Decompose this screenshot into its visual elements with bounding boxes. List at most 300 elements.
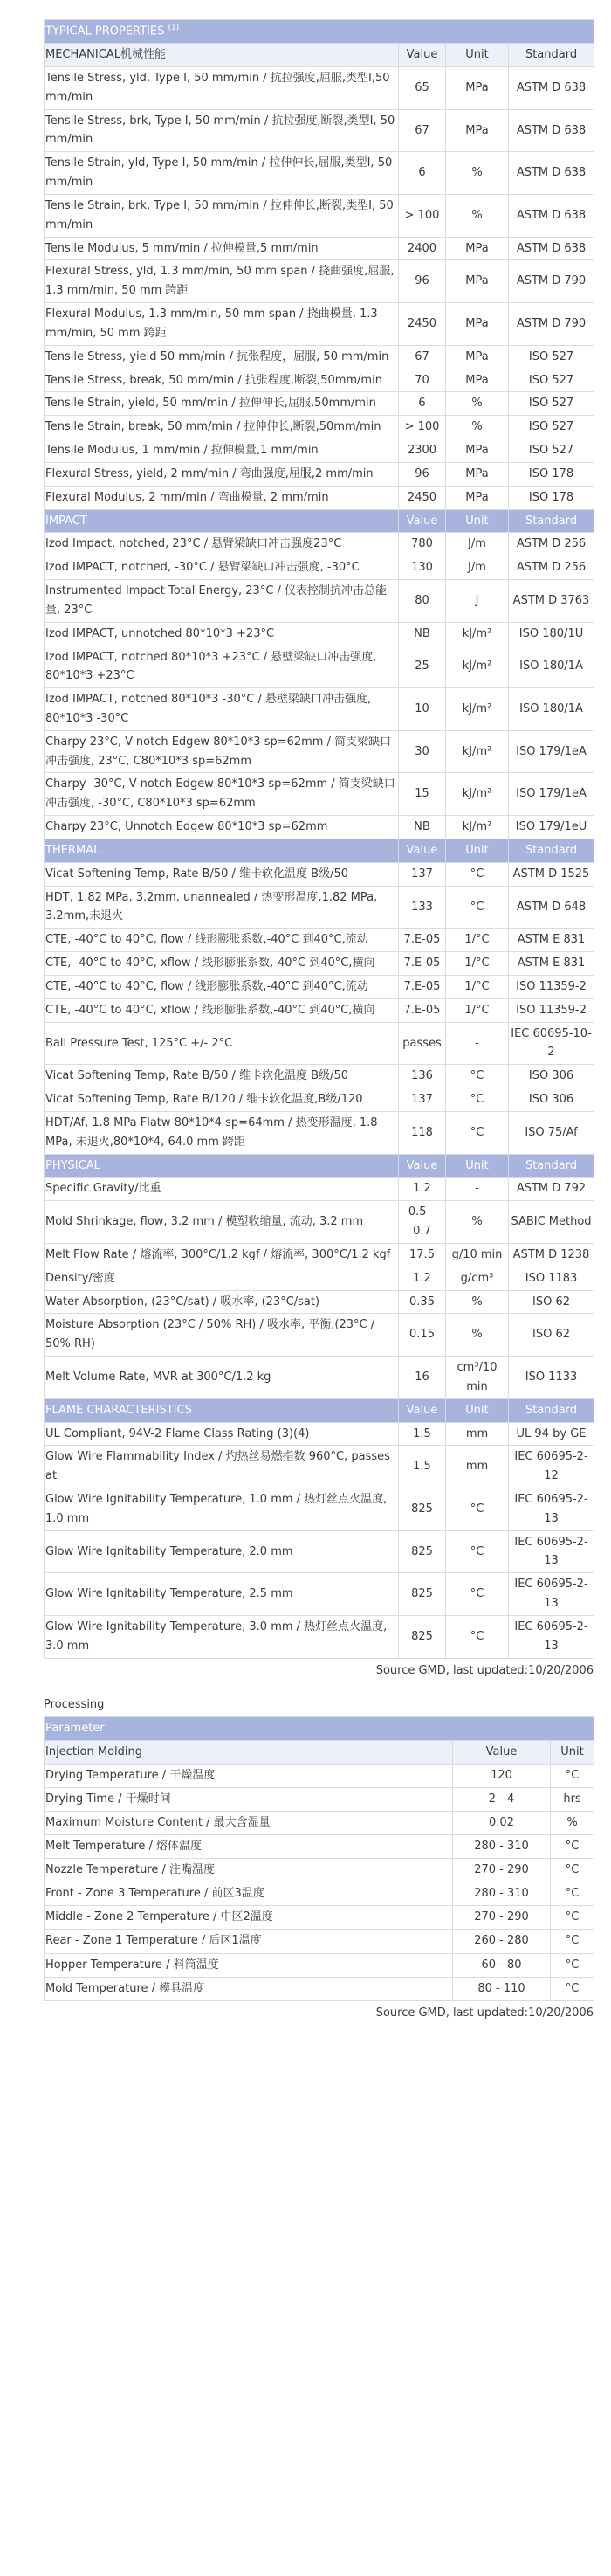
property-unit: MPa [446, 345, 509, 369]
property-unit: °C [446, 1111, 509, 1154]
property-name: Tensile Strain, yield, 50 mm/min / 拉伸伸长,屈服,50mm/min [45, 392, 399, 416]
property-row [45, 1615, 594, 1658]
property-standard: IEC 60695-10-2 [509, 1022, 594, 1065]
property-name: Izod IMPACT, notched 80*10*3 +23°C / 悬壁梁缺口冲击强度, 80*10*3 +23°C [45, 646, 399, 688]
property-row [45, 1488, 594, 1530]
property-unit: % [446, 152, 509, 195]
processing-name: Nozzle Temperature / 注嘴温度 [45, 1859, 453, 1882]
processing-value: 270 - 290 [453, 1859, 551, 1882]
value-header: Value [399, 839, 446, 862]
section-header [45, 44, 594, 67]
property-value: 7.E-05 [399, 998, 446, 1022]
property-unit: MPa [446, 237, 509, 260]
processing-name: Melt Temperature / 熔体温度 [45, 1835, 453, 1859]
property-standard: ISO 179/1eA [509, 773, 594, 816]
property-unit: 1/°C [446, 975, 509, 998]
property-value: > 100 [399, 194, 446, 237]
property-standard: ISO 180/1U [509, 622, 594, 646]
property-name: Moisture Absorption (23°C / 50% RH) / 吸水率, 平衡,(23°C / 50% RH) [45, 1314, 399, 1357]
unit-header: Unit [446, 44, 509, 67]
processing-unit: °C [551, 1977, 594, 2000]
section-title: THERMAL [45, 839, 399, 862]
processing-row [45, 1930, 594, 1953]
property-name: Specific Gravity/比重 [45, 1178, 399, 1201]
property-unit: - [446, 1022, 509, 1065]
property-unit: MPa [446, 439, 509, 463]
unit-header: Unit [446, 1398, 509, 1422]
property-standard: IEC 60695-2-13 [509, 1615, 594, 1658]
property-standard: ASTM D 790 [509, 260, 594, 303]
property-name: Water Absorption, (23°C/sat) / 吸水率, (23°C/sat) [45, 1290, 399, 1314]
property-standard: ASTM D 638 [509, 194, 594, 237]
property-value: 10 [399, 688, 446, 731]
unit-header: Unit [446, 1154, 509, 1178]
property-unit: 1/°C [446, 998, 509, 1022]
property-name: CTE, -40°C to 40°C, flow / 线形膨胀系数,-40°C 到40°C,流动 [45, 975, 399, 998]
property-name: Tensile Modulus, 5 mm/min / 拉伸模量,5 mm/min [45, 237, 399, 260]
property-unit: % [446, 1290, 509, 1314]
property-row [45, 237, 594, 260]
proc-value-header: Value [453, 1740, 551, 1764]
processing-name: Front - Zone 3 Temperature / 前区3温度 [45, 1882, 453, 1906]
property-standard: ISO 306 [509, 1065, 594, 1088]
property-value: 130 [399, 556, 446, 580]
property-value: 70 [399, 369, 446, 392]
parameter-header [45, 1716, 594, 1740]
typical-properties-title [45, 20, 594, 44]
property-value: 25 [399, 646, 446, 688]
property-unit: J/m [446, 533, 509, 556]
property-standard: IEC 60695-2-13 [509, 1573, 594, 1616]
processing-unit: °C [551, 1930, 594, 1953]
typical-title-text: TYPICAL PROPERTIES [45, 24, 165, 38]
property-standard: ISO 527 [509, 416, 594, 439]
property-standard: ISO 180/1A [509, 688, 594, 731]
property-row [45, 1422, 594, 1446]
property-unit: MPa [446, 109, 509, 152]
property-row [45, 345, 594, 369]
property-unit: % [446, 416, 509, 439]
property-unit: MPa [446, 66, 509, 109]
property-unit: kJ/m² [446, 730, 509, 773]
property-standard: ISO 179/1eU [509, 816, 594, 839]
processing-unit: °C [551, 1953, 594, 1977]
property-name: Instrumented Impact Total Energy, 23°C / 仪表控制抗冲击总能量, 23°C [45, 580, 399, 623]
property-name: Tensile Strain, break, 50 mm/min / 拉伸伸长,断裂,50mm/min [45, 416, 399, 439]
property-value: 96 [399, 462, 446, 486]
property-value: 17.5 [399, 1243, 446, 1267]
unit-header: Unit [446, 509, 509, 533]
processing-unit: % [551, 1811, 594, 1834]
property-unit: 1/°C [446, 929, 509, 952]
property-value: 0.35 [399, 1290, 446, 1314]
processing-table [44, 1716, 594, 2001]
property-standard: ISO 527 [509, 392, 594, 416]
property-standard: ASTM D 648 [509, 886, 594, 929]
property-value: 136 [399, 1065, 446, 1088]
property-standard: ASTM D 792 [509, 1178, 594, 1201]
processing-name: Drying Time / 干燥时间 [45, 1787, 453, 1811]
section-header [45, 509, 594, 533]
property-name: Glow Wire Ignitability Temperature, 1.0 mm / 热灯丝点火温度, 1.0 mm [45, 1488, 399, 1530]
property-standard: IEC 60695-2-13 [509, 1488, 594, 1530]
property-name: Tensile Stress, brk, Type I, 50 mm/min / 抗拉强度,断裂,类型I, 50 mm/min [45, 109, 399, 152]
property-name: Izod Impact, notched, 23°C / 悬臂梁缺口冲击强度23°C [45, 533, 399, 556]
property-row [45, 1201, 594, 1244]
property-unit: mm [446, 1446, 509, 1488]
property-row [45, 730, 594, 773]
property-standard: ASTM E 831 [509, 952, 594, 976]
property-standard: ASTM D 3763 [509, 580, 594, 623]
property-standard: ASTM D 256 [509, 556, 594, 580]
property-name: Melt Flow Rate / 熔流率, 300°C/1.2 kgf / 熔流率, 300°C/1.2 kgf [45, 1243, 399, 1267]
property-value: 30 [399, 730, 446, 773]
section-header [45, 839, 594, 862]
processing-row [45, 1953, 594, 1977]
proc-unit-header: Unit [551, 1740, 594, 1764]
section-title: PHYSICAL [45, 1154, 399, 1178]
property-value: 1.2 [399, 1178, 446, 1201]
property-row [45, 1530, 594, 1573]
processing-row [45, 1835, 594, 1859]
property-unit: g/cm³ [446, 1267, 509, 1290]
property-name: Mold Shrinkage, flow, 3.2 mm / 模塑收缩量, 流动, 3.2 mm [45, 1201, 399, 1244]
processing-row [45, 1859, 594, 1882]
processing-value: 80 - 110 [453, 1977, 551, 2000]
property-name: Glow Wire Ignitability Temperature, 2.5 mm [45, 1573, 399, 1616]
property-standard: ISO 527 [509, 345, 594, 369]
property-row [45, 194, 594, 237]
property-row [45, 1573, 594, 1616]
property-name: CTE, -40°C to 40°C, xflow / 线形膨胀系数,-40°C 到40°C,横向 [45, 998, 399, 1022]
property-row [45, 439, 594, 463]
section-header [45, 1398, 594, 1422]
property-row [45, 1111, 594, 1154]
processing-unit: °C [551, 1882, 594, 1906]
property-row [45, 392, 594, 416]
property-name: Izod IMPACT, notched, -30°C / 悬臂梁缺口冲击强度, -30°C [45, 556, 399, 580]
property-value: 2450 [399, 486, 446, 509]
property-value: 0.5 – 0.7 [399, 1201, 446, 1244]
property-name: CTE, -40°C to 40°C, xflow / 线形膨胀系数,-40°C 到40°C,横向 [45, 952, 399, 976]
property-name: Ball Pressure Test, 125°C +/- 2°C [45, 1022, 399, 1065]
property-unit: °C [446, 1088, 509, 1112]
property-value: > 100 [399, 416, 446, 439]
property-value: 0.15 [399, 1314, 446, 1357]
property-standard: ISO 527 [509, 439, 594, 463]
property-row [45, 1243, 594, 1267]
property-value: 65 [399, 66, 446, 109]
property-row [45, 929, 594, 952]
property-value: 6 [399, 152, 446, 195]
property-row [45, 1178, 594, 1201]
property-row [45, 886, 594, 929]
processing-value: 120 [453, 1764, 551, 1787]
property-name: Flexural Stress, yield, 2 mm/min / 弯曲强度,屈服,2 mm/min [45, 462, 399, 486]
processing-name: Middle - Zone 2 Temperature / 中区2温度 [45, 1906, 453, 1930]
processing-value: 2 - 4 [453, 1787, 551, 1811]
property-name: Glow Wire Ignitability Temperature, 3.0 mm / 热灯丝点火温度, 3.0 mm [45, 1615, 399, 1658]
value-header: Value [399, 1398, 446, 1422]
property-standard: ISO 11359-2 [509, 998, 594, 1022]
property-row [45, 862, 594, 886]
property-unit: kJ/m² [446, 816, 509, 839]
section-title: FLAME CHARACTERISTICS [45, 1398, 399, 1422]
processing-name: Mold Temperature / 模具温度 [45, 1977, 453, 2000]
property-standard: ISO 179/1eA [509, 730, 594, 773]
property-standard: ASTM D 256 [509, 533, 594, 556]
property-name: Melt Volume Rate, MVR at 300°C/1.2 kg [45, 1357, 399, 1399]
property-standard: ASTM D 1238 [509, 1243, 594, 1267]
property-name: Izod IMPACT, notched 80*10*3 -30°C / 悬壁梁缺口冲击强度, 80*10*3 -30°C [45, 688, 399, 731]
standard-header: Standard [509, 1398, 594, 1422]
property-standard: ISO 62 [509, 1314, 594, 1357]
property-value: NB [399, 816, 446, 839]
property-name: Izod IMPACT, unnotched 80*10*3 +23°C [45, 622, 399, 646]
property-unit: °C [446, 1615, 509, 1658]
property-unit: MPa [446, 260, 509, 303]
property-name: Flexural Modulus, 1.3 mm/min, 50 mm span / 挠曲模量, 1.3 mm/min, 50 mm 跨距 [45, 303, 399, 346]
property-unit: cm³/10 min [446, 1357, 509, 1399]
property-unit: °C [446, 862, 509, 886]
processing-unit: hrs [551, 1787, 594, 1811]
property-row [45, 998, 594, 1022]
property-name: Tensile Strain, brk, Type I, 50 mm/min / 拉伸伸长,断裂,类型I, 50 mm/min [45, 194, 399, 237]
property-row [45, 646, 594, 688]
property-row [45, 1088, 594, 1112]
property-unit: J [446, 580, 509, 623]
property-row [45, 486, 594, 509]
property-unit: - [446, 1178, 509, 1201]
property-standard: SABIC Method [509, 1201, 594, 1244]
property-row [45, 1065, 594, 1088]
property-row [45, 533, 594, 556]
injection-label: Injection Molding [45, 1740, 453, 1764]
property-value: 780 [399, 533, 446, 556]
section-title: IMPACT [45, 509, 399, 533]
property-standard: ISO 1133 [509, 1357, 594, 1399]
property-row [45, 462, 594, 486]
property-unit: kJ/m² [446, 646, 509, 688]
property-row [45, 688, 594, 731]
property-value: 825 [399, 1530, 446, 1573]
processing-row [45, 1977, 594, 2000]
standard-header: Standard [509, 44, 594, 67]
property-row [45, 556, 594, 580]
property-unit: mm [446, 1422, 509, 1446]
property-name: Tensile Stress, yld, Type I, 50 mm/min / 抗拉强度,屈服,类型I,50 mm/min [45, 66, 399, 109]
property-row [45, 260, 594, 303]
property-standard: UL 94 by GE [509, 1422, 594, 1446]
property-standard: ISO 180/1A [509, 646, 594, 688]
processing-unit: °C [551, 1906, 594, 1930]
value-header: Value [399, 44, 446, 67]
standard-header: Standard [509, 509, 594, 533]
processing-name: Hopper Temperature / 料筒温度 [45, 1953, 453, 1977]
property-standard: ISO 62 [509, 1290, 594, 1314]
parameter-label: Parameter [45, 1716, 594, 1740]
processing-row [45, 1906, 594, 1930]
section-header [45, 1154, 594, 1178]
property-value: 825 [399, 1488, 446, 1530]
property-name: HDT, 1.82 MPa, 3.2mm, unannealed / 热变形温度,1.82 MPa, 3.2mm,未退火 [45, 886, 399, 929]
property-row [45, 1314, 594, 1357]
section-title: MECHANICAL机械性能 [45, 44, 399, 67]
property-name: Charpy 23°C, V-notch Edgew 80*10*3 sp=62mm / 简支梁缺口冲击强度, 23°C, C80*10*3 sp=62mm [45, 730, 399, 773]
property-standard: ASTM E 831 [509, 929, 594, 952]
property-unit: MPa [446, 369, 509, 392]
property-name: Tensile Stress, break, 50 mm/min / 抗张程度,断裂,50mm/min [45, 369, 399, 392]
property-unit: MPa [446, 462, 509, 486]
property-value: 15 [399, 773, 446, 816]
property-unit: % [446, 194, 509, 237]
property-value: 825 [399, 1573, 446, 1616]
property-row [45, 303, 594, 346]
property-value: 2300 [399, 439, 446, 463]
property-value: 2400 [399, 237, 446, 260]
property-name: Charpy -30°C, V-notch Edgew 80*10*3 sp=62mm / 简支梁缺口冲击强度, -30°C, C80*10*3 sp=62mm [45, 773, 399, 816]
property-value: 1.5 [399, 1422, 446, 1446]
property-standard: ISO 306 [509, 1088, 594, 1112]
footnote-marker: (1) [168, 24, 180, 32]
property-standard: ASTM D 1525 [509, 862, 594, 886]
property-row [45, 1022, 594, 1065]
processing-name: Rear - Zone 1 Temperature / 后区1温度 [45, 1930, 453, 1953]
property-row [45, 975, 594, 998]
property-unit: % [446, 392, 509, 416]
property-unit: % [446, 1314, 509, 1357]
source-note-2: Source GMD, last updated:10/20/2006 [375, 2006, 594, 2020]
property-name: Glow Wire Flammability Index / 灼热丝易燃指数 960°C, passes at [45, 1446, 399, 1488]
unit-header: Unit [446, 839, 509, 862]
property-row [45, 773, 594, 816]
property-standard: ISO 1183 [509, 1267, 594, 1290]
processing-unit: °C [551, 1835, 594, 1859]
property-value: 67 [399, 109, 446, 152]
property-value: passes [399, 1022, 446, 1065]
property-name: UL Compliant, 94V-2 Flame Class Rating (3)(4) [45, 1422, 399, 1446]
property-row [45, 580, 594, 623]
datasheet [44, 0, 594, 2028]
property-unit: % [446, 1201, 509, 1244]
property-name: Vicat Softening Temp, Rate B/50 / 维卡软化温度 B级/50 [45, 1065, 399, 1088]
property-unit: kJ/m² [446, 622, 509, 646]
property-standard: ASTM D 638 [509, 152, 594, 195]
property-value: 67 [399, 345, 446, 369]
property-name: Vicat Softening Temp, Rate B/50 / 维卡软化温度 B级/50 [45, 862, 399, 886]
property-name: HDT/Af, 1.8 MPa Flatw 80*10*4 sp=64mm / 热变形温度, 1.8 MPa, 未退火,80*10*4, 64.0 mm 跨距 [45, 1111, 399, 1154]
property-value: 825 [399, 1615, 446, 1658]
property-value: 137 [399, 1088, 446, 1112]
source-note: Source GMD, last updated:10/20/2006 [375, 1663, 594, 1677]
property-standard: ISO 75/Af [509, 1111, 594, 1154]
property-row [45, 369, 594, 392]
typical-properties-table [44, 19, 594, 1659]
property-row [45, 952, 594, 976]
properties-body [45, 20, 594, 1659]
property-row [45, 416, 594, 439]
property-standard: IEC 60695-2-12 [509, 1446, 594, 1488]
property-unit: °C [446, 1488, 509, 1530]
property-value: NB [399, 622, 446, 646]
property-unit: kJ/m² [446, 773, 509, 816]
property-row [45, 1290, 594, 1314]
processing-unit: °C [551, 1764, 594, 1787]
property-value: 7.E-05 [399, 929, 446, 952]
property-name: Tensile Stress, yield 50 mm/min / 抗张程度，屈服, 50 mm/min [45, 345, 399, 369]
processing-value: 260 - 280 [453, 1930, 551, 1953]
value-header: Value [399, 1154, 446, 1178]
processing-value: 280 - 310 [453, 1835, 551, 1859]
standard-header: Standard [509, 1154, 594, 1178]
processing-body [45, 1716, 594, 2000]
property-unit: °C [446, 886, 509, 929]
typical-properties-header [45, 20, 594, 44]
property-value: 1.2 [399, 1267, 446, 1290]
injection-molding-header [45, 1740, 594, 1764]
property-value: 1.5 [399, 1446, 446, 1488]
property-row [45, 152, 594, 195]
property-value: 80 [399, 580, 446, 623]
property-value: 7.E-05 [399, 975, 446, 998]
property-name: Density/密度 [45, 1267, 399, 1290]
processing-value: 0.02 [453, 1811, 551, 1834]
property-unit: °C [446, 1573, 509, 1616]
property-name: Glow Wire Ignitability Temperature, 2.0 mm [45, 1530, 399, 1573]
property-standard: IEC 60695-2-13 [509, 1530, 594, 1573]
property-unit: kJ/m² [446, 688, 509, 731]
property-unit: °C [446, 1065, 509, 1088]
processing-value: 270 - 290 [453, 1906, 551, 1930]
property-name: Tensile Modulus, 1 mm/min / 拉伸模量,1 mm/min [45, 439, 399, 463]
property-standard: ISO 178 [509, 486, 594, 509]
processing-name: Maximum Moisture Content / 最大含湿量 [45, 1811, 453, 1834]
property-name: CTE, -40°C to 40°C, flow / 线形膨胀系数,-40°C 到40°C,流动 [45, 929, 399, 952]
processing-value: 60 - 80 [453, 1953, 551, 1977]
property-standard: ASTM D 638 [509, 66, 594, 109]
property-standard: ASTM D 638 [509, 237, 594, 260]
property-name: Vicat Softening Temp, Rate B/120 / 维卡软化温度,B级/120 [45, 1088, 399, 1112]
property-row [45, 1357, 594, 1399]
property-row [45, 66, 594, 109]
property-unit: °C [446, 1530, 509, 1573]
property-value: 6 [399, 392, 446, 416]
processing-value: 280 - 310 [453, 1882, 551, 1906]
property-standard: ASTM D 638 [509, 109, 594, 152]
processing-row [45, 1764, 594, 1787]
property-unit: 1/°C [446, 952, 509, 976]
property-standard: ISO 178 [509, 462, 594, 486]
property-name: Tensile Strain, yld, Type I, 50 mm/min / 拉伸伸长,屈服,类型I, 50 mm/min [45, 152, 399, 195]
property-value: 7.E-05 [399, 952, 446, 976]
property-unit: g/10 min [446, 1243, 509, 1267]
property-value: 133 [399, 886, 446, 929]
property-name: Flexural Stress, yld, 1.3 mm/min, 50 mm span / 挠曲强度,屈服, 1.3 mm/min, 50 mm 跨距 [45, 260, 399, 303]
processing-row [45, 1811, 594, 1834]
property-name: Charpy 23°C, Unnotch Edgew 80*10*3 sp=62mm [45, 816, 399, 839]
property-value: 96 [399, 260, 446, 303]
property-name: Flexural Modulus, 2 mm/min / 弯曲模量, 2 mm/min [45, 486, 399, 509]
property-value: 2450 [399, 303, 446, 346]
property-standard: ISO 527 [509, 369, 594, 392]
property-unit: MPa [446, 486, 509, 509]
property-row [45, 1267, 594, 1290]
property-unit: J/m [446, 556, 509, 580]
processing-label: Processing [44, 1697, 105, 1711]
property-row [45, 1446, 594, 1488]
property-row [45, 816, 594, 839]
processing-row [45, 1882, 594, 1906]
